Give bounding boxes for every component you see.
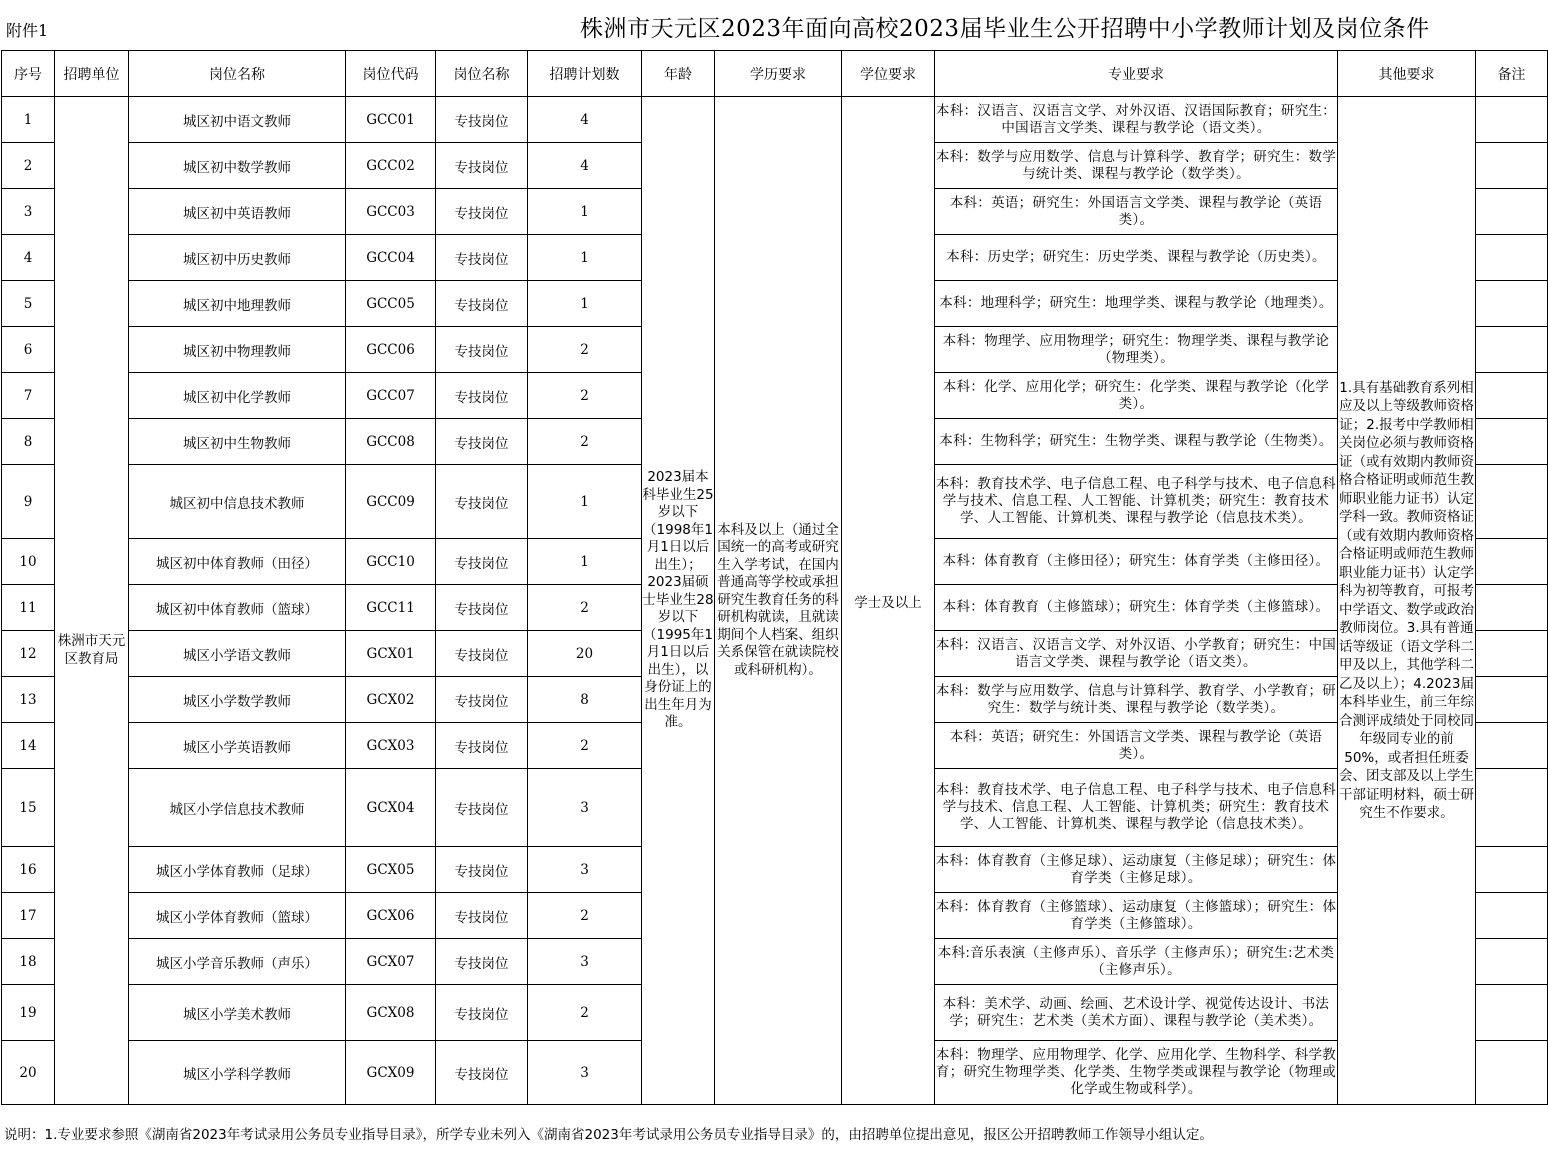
major-requirement: 本科：体育教育（主修田径）；研究生：体育学类（主修田径）。 (935, 539, 1338, 585)
post-code: GCC02 (346, 143, 436, 189)
post-type: 专技岗位 (436, 893, 528, 939)
row-number: 3 (2, 189, 55, 235)
table-row (2, 97, 1548, 143)
post-type: 专技岗位 (436, 769, 528, 847)
header-cell: 专业要求 (935, 51, 1338, 97)
row-number: 13 (2, 677, 55, 723)
plan-count: 1 (528, 281, 642, 327)
plan-count: 4 (528, 143, 642, 189)
major-requirement: 本科：化学、应用化学；研究生：化学类、课程与教学论（化学类）。 (935, 373, 1338, 419)
post-type: 专技岗位 (436, 631, 528, 677)
header-cell: 岗位代码 (346, 51, 436, 97)
post-type: 专技岗位 (436, 985, 528, 1041)
post-name: 城区小学数学教师 (129, 677, 346, 723)
row-number: 2 (2, 143, 55, 189)
row-number: 8 (2, 419, 55, 465)
post-name: 城区初中化学教师 (129, 373, 346, 419)
header-cell: 其他要求 (1338, 51, 1476, 97)
post-name: 城区小学美术教师 (129, 985, 346, 1041)
plan-count: 2 (528, 985, 642, 1041)
post-code: GCC04 (346, 235, 436, 281)
post-type: 专技岗位 (436, 97, 528, 143)
post-type: 专技岗位 (436, 465, 528, 539)
row-number: 6 (2, 327, 55, 373)
post-code: GCC11 (346, 585, 436, 631)
remark-cell (1476, 419, 1548, 465)
row-number: 5 (2, 281, 55, 327)
page-title: 株洲市天元区2023年面向高校2023届毕业生公开招聘中小学教师计划及岗位条件 (580, 16, 1430, 42)
header-cell: 招聘计划数 (528, 51, 642, 97)
header-cell: 年龄 (642, 51, 715, 97)
post-name: 城区小学科学教师 (129, 1041, 346, 1105)
plan-count: 3 (528, 847, 642, 893)
plan-count: 2 (528, 327, 642, 373)
post-name: 城区小学音乐教师（声乐） (129, 939, 346, 985)
post-type: 专技岗位 (436, 189, 528, 235)
education-requirement: 本科及以上（通过全国统一的高考或研究生入学考试，在国内普通高等学校或承担研究生教育任务的科研机构就读，且就读期间个人档案、组织关系保管在就读院校或科研机构）。 (715, 97, 842, 1105)
header-cell: 招聘单位 (55, 51, 129, 97)
plan-count: 8 (528, 677, 642, 723)
plan-count: 3 (528, 1041, 642, 1105)
major-requirement: 本科：教育技术学、电子信息工程、电子科学与技术、电子信息科学与技术、信息工程、人工智能、计算机类；研究生：教育技术学、人工智能、计算机类、课程与教学论（信息技术类）。 (935, 465, 1338, 539)
row-number: 4 (2, 235, 55, 281)
remark-cell (1476, 1041, 1548, 1105)
major-requirement: 本科：英语；研究生：外国语言文学类、课程与教学论（英语类）。 (935, 189, 1338, 235)
plan-count: 20 (528, 631, 642, 677)
remark-cell (1476, 143, 1548, 189)
post-name: 城区初中体育教师（田径） (129, 539, 346, 585)
remark-cell (1476, 327, 1548, 373)
major-requirement: 本科：体育教育（主修足球）、运动康复（主修足球）；研究生：体育学类（主修足球）。 (935, 847, 1338, 893)
post-name: 城区初中信息技术教师 (129, 465, 346, 539)
post-type: 专技岗位 (436, 723, 528, 769)
post-code: GCX05 (346, 847, 436, 893)
post-code: GCX06 (346, 893, 436, 939)
title-bar (0, 0, 1548, 50)
row-number: 17 (2, 893, 55, 939)
post-code: GCX02 (346, 677, 436, 723)
row-number: 10 (2, 539, 55, 585)
remark-cell (1476, 539, 1548, 585)
major-requirement: 本科：汉语言、汉语言文学、对外汉语、汉语国际教育；研究生：中国语言文学类、课程与教学论（语文类）。 (935, 97, 1338, 143)
plan-count: 2 (528, 419, 642, 465)
post-code: GCC05 (346, 281, 436, 327)
post-name: 城区初中英语教师 (129, 189, 346, 235)
plan-count: 2 (528, 723, 642, 769)
post-name: 城区初中历史教师 (129, 235, 346, 281)
remark-cell (1476, 847, 1548, 893)
post-type: 专技岗位 (436, 1041, 528, 1105)
post-code: GCC10 (346, 539, 436, 585)
attachment-label: 附件1 (6, 21, 49, 40)
post-code: GCX07 (346, 939, 436, 985)
row-number: 18 (2, 939, 55, 985)
plan-count: 1 (528, 465, 642, 539)
post-type: 专技岗位 (436, 143, 528, 189)
major-requirement: 本科：物理学、应用物理学；研究生：物理学类、课程与教学论（物理类）。 (935, 327, 1338, 373)
remark-cell (1476, 97, 1548, 143)
major-requirement: 本科：英语；研究生：外国语言文学类、课程与教学论（英语类）。 (935, 723, 1338, 769)
major-requirement: 本科：生物科学；研究生：生物学类、课程与教学论（生物类）。 (935, 419, 1338, 465)
remark-cell (1476, 769, 1548, 847)
major-requirement: 本科：数学与应用数学、信息与计算科学、教育学；研究生：数学与统计类、课程与教学论（数学类）。 (935, 143, 1338, 189)
row-number: 7 (2, 373, 55, 419)
major-requirement: 本科：数学与应用数学、信息与计算科学、教育学、小学教育；研究生：数学与统计类、课程与教学论（数学类）。 (935, 677, 1338, 723)
major-requirement: 本科：历史学；研究生：历史学类、课程与教学论（历史类）。 (935, 235, 1338, 281)
remark-cell (1476, 631, 1548, 677)
footnote: 说明：1.专业要求参照《湖南省2023年考试录用公务员专业指导目录》，所学专业未列入《湖南省2023年考试录用公务员专业指导目录》的，由招聘单位提出意见，报区公开招聘教师工作领导小组认定。 (4, 1127, 1213, 1143)
unit-cell: 株洲市天元区教育局 (55, 97, 129, 1105)
age-requirement: 2023届本科毕业生25岁以下（1998年1月1日以后出生）；2023届硕士毕业生28岁以下（1995年1月1日以后出生），以身份证上的出生年月为准。 (642, 97, 715, 1105)
remark-cell (1476, 985, 1548, 1041)
major-requirement: 本科：体育教育（主修篮球）、运动康复（主修篮球）；研究生：体育学类（主修篮球）。 (935, 893, 1338, 939)
remark-cell (1476, 373, 1548, 419)
post-type: 专技岗位 (436, 419, 528, 465)
plan-count: 1 (528, 189, 642, 235)
post-name: 城区小学语文教师 (129, 631, 346, 677)
post-code: GCX09 (346, 1041, 436, 1105)
post-name: 城区小学体育教师（篮球） (129, 893, 346, 939)
remark-cell (1476, 723, 1548, 769)
post-code: GCX03 (346, 723, 436, 769)
post-name: 城区初中物理教师 (129, 327, 346, 373)
post-type: 专技岗位 (436, 585, 528, 631)
major-requirement: 本科：地理科学；研究生：地理学类、课程与教学论（地理类）。 (935, 281, 1338, 327)
post-type: 专技岗位 (436, 939, 528, 985)
post-type: 专技岗位 (436, 847, 528, 893)
plan-count: 1 (528, 539, 642, 585)
row-number: 14 (2, 723, 55, 769)
remark-cell (1476, 465, 1548, 539)
post-name: 城区小学英语教师 (129, 723, 346, 769)
post-name: 城区初中生物教师 (129, 419, 346, 465)
remark-cell (1476, 585, 1548, 631)
post-code: GCC01 (346, 97, 436, 143)
degree-requirement: 学士及以上 (842, 97, 935, 1105)
post-name: 城区初中语文教师 (129, 97, 346, 143)
plan-count: 4 (528, 97, 642, 143)
recruitment-table (1, 50, 1548, 1105)
major-requirement: 本科：教育技术学、电子信息工程、电子科学与技术、电子信息科学与技术、信息工程、人工智能、计算机类；研究生：教育技术学、人工智能、计算机类、课程与教学论（信息技术类）。 (935, 769, 1338, 847)
major-requirement: 本科：汉语言、汉语言文学、对外汉语、小学教育；研究生：中国语言文学类、课程与教学论（语文类）。 (935, 631, 1338, 677)
header-row (2, 51, 1548, 97)
plan-count: 3 (528, 769, 642, 847)
remark-cell (1476, 939, 1548, 985)
plan-count: 2 (528, 585, 642, 631)
post-type: 专技岗位 (436, 539, 528, 585)
post-code: GCX01 (346, 631, 436, 677)
post-name: 城区小学信息技术教师 (129, 769, 346, 847)
row-number: 1 (2, 97, 55, 143)
post-code: GCC07 (346, 373, 436, 419)
post-type: 专技岗位 (436, 327, 528, 373)
header-cell: 学位要求 (842, 51, 935, 97)
post-type: 专技岗位 (436, 373, 528, 419)
post-code: GCX04 (346, 769, 436, 847)
major-requirement: 本科：物理学、应用物理学、化学、应用化学、生物科学、科学教育；研究生物理学类、化学类、生物学类或课程与教学论（物理或化学或生物或科学）。 (935, 1041, 1338, 1105)
major-requirement: 本科：美术学、动画、绘画、艺术设计学、视觉传达设计、书法学；研究生：艺术类（美术方面）、课程与教学论（美术类）。 (935, 985, 1338, 1041)
post-code: GCC03 (346, 189, 436, 235)
remark-cell (1476, 893, 1548, 939)
plan-count: 3 (528, 939, 642, 985)
header-cell: 序号 (2, 51, 55, 97)
post-code: GCC06 (346, 327, 436, 373)
row-number: 20 (2, 1041, 55, 1105)
header-cell: 岗位名称 (436, 51, 528, 97)
plan-count: 2 (528, 373, 642, 419)
row-number: 12 (2, 631, 55, 677)
header-cell: 岗位名称 (129, 51, 346, 97)
post-code: GCC08 (346, 419, 436, 465)
row-number: 11 (2, 585, 55, 631)
row-number: 9 (2, 465, 55, 539)
row-number: 19 (2, 985, 55, 1041)
other-requirement: 1.具有基础教育系列相应及以上等级教师资格证；2.报考中学教师相关岗位必须与教师资格证（或有效期内教师资格合格证明或师范生教师职业能力证书）认定学科一致。教师资格证（或有效期内教师资格合格证明或师范生教师职业能力证书）认定学科为初等教育，可报考中学语文、数学或政治教师岗位。3.具有普通话等级证（语文学科二甲及以上，其他学科二乙及以上）；4.2023届本科毕业生，前三年综合测评成绩处于同校同年级同专业的前50%，或者担任班委会、团支部及以上学生干部证明材料，硕士研究生不作要求。 (1338, 97, 1476, 1105)
post-type: 专技岗位 (436, 677, 528, 723)
post-name: 城区初中地理教师 (129, 281, 346, 327)
row-number: 15 (2, 769, 55, 847)
header-cell: 学历要求 (715, 51, 842, 97)
post-type: 专技岗位 (436, 235, 528, 281)
plan-count: 1 (528, 235, 642, 281)
major-requirement: 本科：体育教育（主修篮球）；研究生：体育学类（主修篮球）。 (935, 585, 1338, 631)
plan-count: 2 (528, 893, 642, 939)
major-requirement: 本科:音乐表演（主修声乐）、音乐学（主修声乐）；研究生:艺术类（主修声乐）。 (935, 939, 1338, 985)
post-name: 城区初中体育教师（篮球） (129, 585, 346, 631)
post-type: 专技岗位 (436, 281, 528, 327)
remark-cell (1476, 677, 1548, 723)
remark-cell (1476, 189, 1548, 235)
row-number: 16 (2, 847, 55, 893)
remark-cell (1476, 235, 1548, 281)
post-code: GCC09 (346, 465, 436, 539)
post-name: 城区初中数学教师 (129, 143, 346, 189)
remark-cell (1476, 281, 1548, 327)
post-code: GCX08 (346, 985, 436, 1041)
post-name: 城区小学体育教师（足球） (129, 847, 346, 893)
table-body (2, 97, 1548, 1105)
header-cell: 备注 (1476, 51, 1548, 97)
